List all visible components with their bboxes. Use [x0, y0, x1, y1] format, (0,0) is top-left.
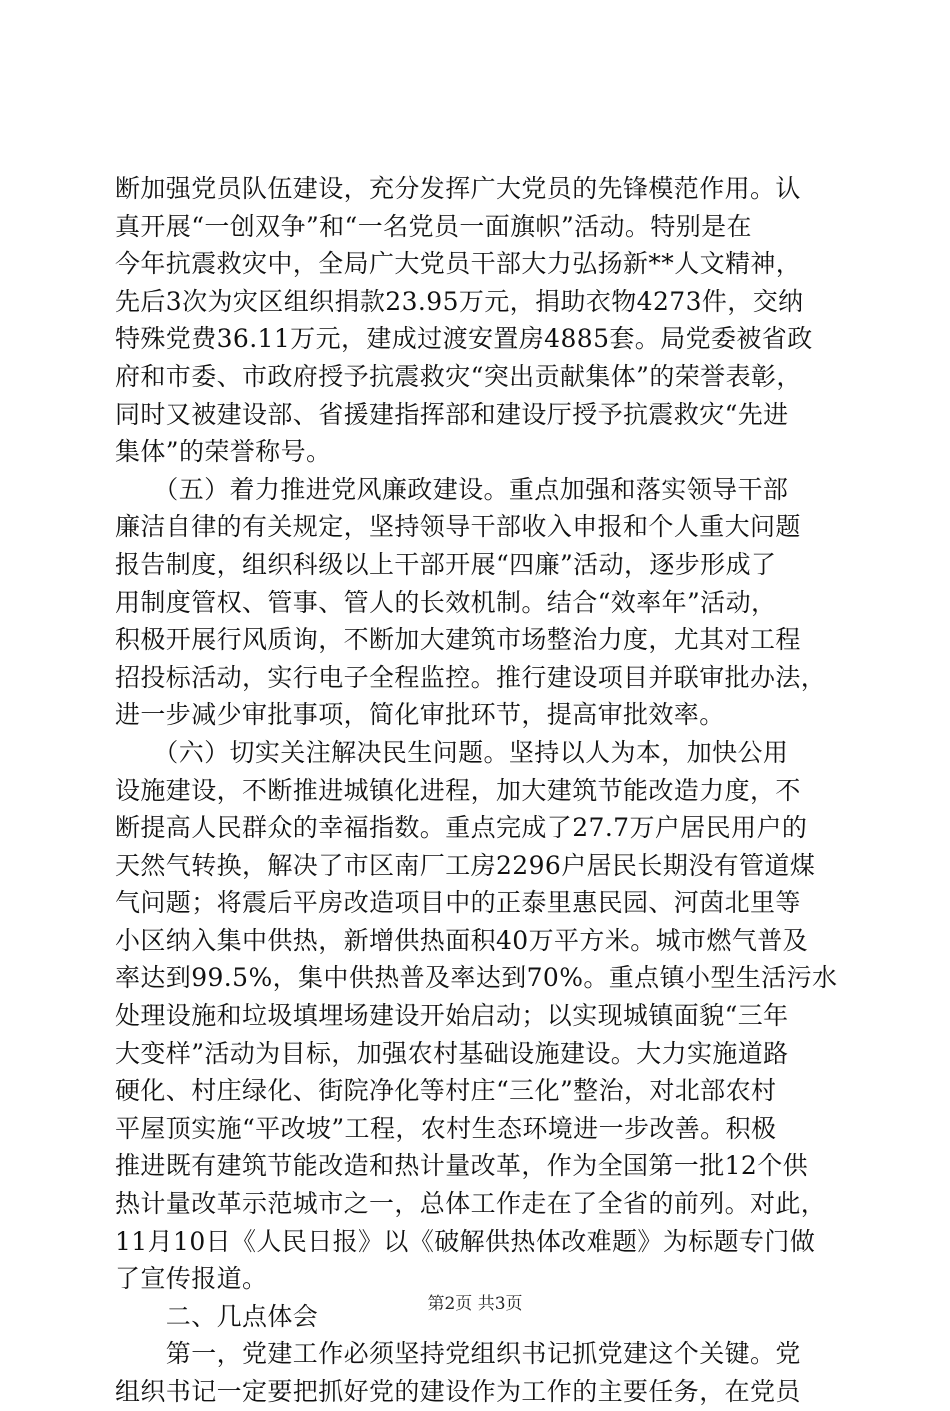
section-heading-6: （六）切实关注解决民生问题。坚持以人为本，加快公用	[115, 737, 789, 767]
text-line: 小区纳入集中供热，新增供热面积40万平方米。城市燃气普及	[115, 925, 809, 955]
page-number-label: 第2页 共3页	[427, 1294, 523, 1314]
text-line: 断提高人民群众的幸福指数。重点完成了27.7万户居民用户的	[115, 813, 808, 843]
section-heading-2: 二、几点体会	[115, 1301, 319, 1331]
text-line: 廉洁自律的有关规定，坚持领导干部收入申报和个人重大问题	[115, 512, 801, 542]
text-line: 了宣传报道。	[115, 1264, 268, 1294]
text-line: 报告制度，组织科级以上干部开展“四廉”活动，逐步形成了	[115, 549, 777, 579]
text-line: 推进既有建筑节能改造和热计量改革，作为全国第一批12个供	[115, 1151, 809, 1181]
text-line: 第一，党建工作必须坚持党组织书记抓党建这个关键。党	[115, 1339, 801, 1369]
text-line: 用制度管权、管事、管人的长效机制。结合“效率年”活动，	[115, 587, 777, 617]
text-line: 进一步减少审批事项，简化审批环节，提高审批效率。	[115, 700, 725, 730]
section-heading-5: （五）着力推进党风廉政建设。重点加强和落实领导干部	[115, 474, 789, 504]
text-line: 今年抗震救灾中，全局广大党员干部大力弘扬新**人文精神，	[115, 249, 802, 279]
text-line: 府和市委、市政府授予抗震救灾“突出贡献集体”的荣誉表彰，	[115, 361, 802, 391]
text-line: 大变样”活动为目标，加强农村基础设施建设。大力实施道路	[115, 1038, 789, 1068]
text-line: 组织书记一定要把抓好党的建设作为工作的主要任务，在党员	[115, 1377, 801, 1406]
text-line: 气问题；将震后平房改造项目中的正泰里惠民园、河茵北里等	[115, 888, 801, 918]
text-line: 招投标活动，实行电子全程监控。推行建设项目并联审批办法，	[115, 662, 827, 692]
text-line: 集体”的荣誉称号。	[115, 437, 332, 467]
page-footer	[0, 1292, 950, 1316]
document-body	[115, 170, 845, 1411]
text-line: 11月10日《人民日报》以《破解供热体改难题》为标题专门做	[115, 1226, 816, 1256]
text-line: 处理设施和垃圾填埋场建设开始启动；以实现城镇面貌“三年	[115, 1001, 789, 1031]
text-line: 天然气转换，解决了市区南厂工房2296户居民长期没有管道煤	[115, 850, 816, 880]
text-line: 同时又被建设部、省援建指挥部和建设厅授予抗震救灾“先进	[115, 399, 789, 429]
text-line: 硬化、村庄绿化、街院净化等村庄“三化”整治，对北部农村	[115, 1076, 777, 1106]
text-line: 特殊党费36.11万元，建成过渡安置房4885套。局党委被省政	[115, 324, 813, 354]
text-line: 真开展“一创双争”和“一名党员一面旗帜”活动。特别是在	[115, 211, 752, 241]
text-line: 先后3次为灾区组织捐款23.95万元，捐助衣物4273件，交纳	[115, 286, 804, 316]
text-line: 率达到99.5%，集中供热普及率达到70%。重点镇小型生活污水	[115, 963, 838, 993]
text-line: 平屋顶实施“平改坡”工程，农村生态环境进一步改善。积极	[115, 1113, 777, 1143]
text-line: 积极开展行风质询，不断加大建筑市场整治力度，尤其对工程	[115, 625, 801, 655]
text-line: 热计量改革示范城市之一，总体工作走在了全省的前列。对此，	[115, 1189, 827, 1219]
text-line: 设施建设，不断推进城镇化进程，加大建筑节能改造力度，不	[115, 775, 801, 805]
text-line: 断加强党员队伍建设，充分发挥广大党员的先锋模范作用。认	[115, 174, 801, 203]
